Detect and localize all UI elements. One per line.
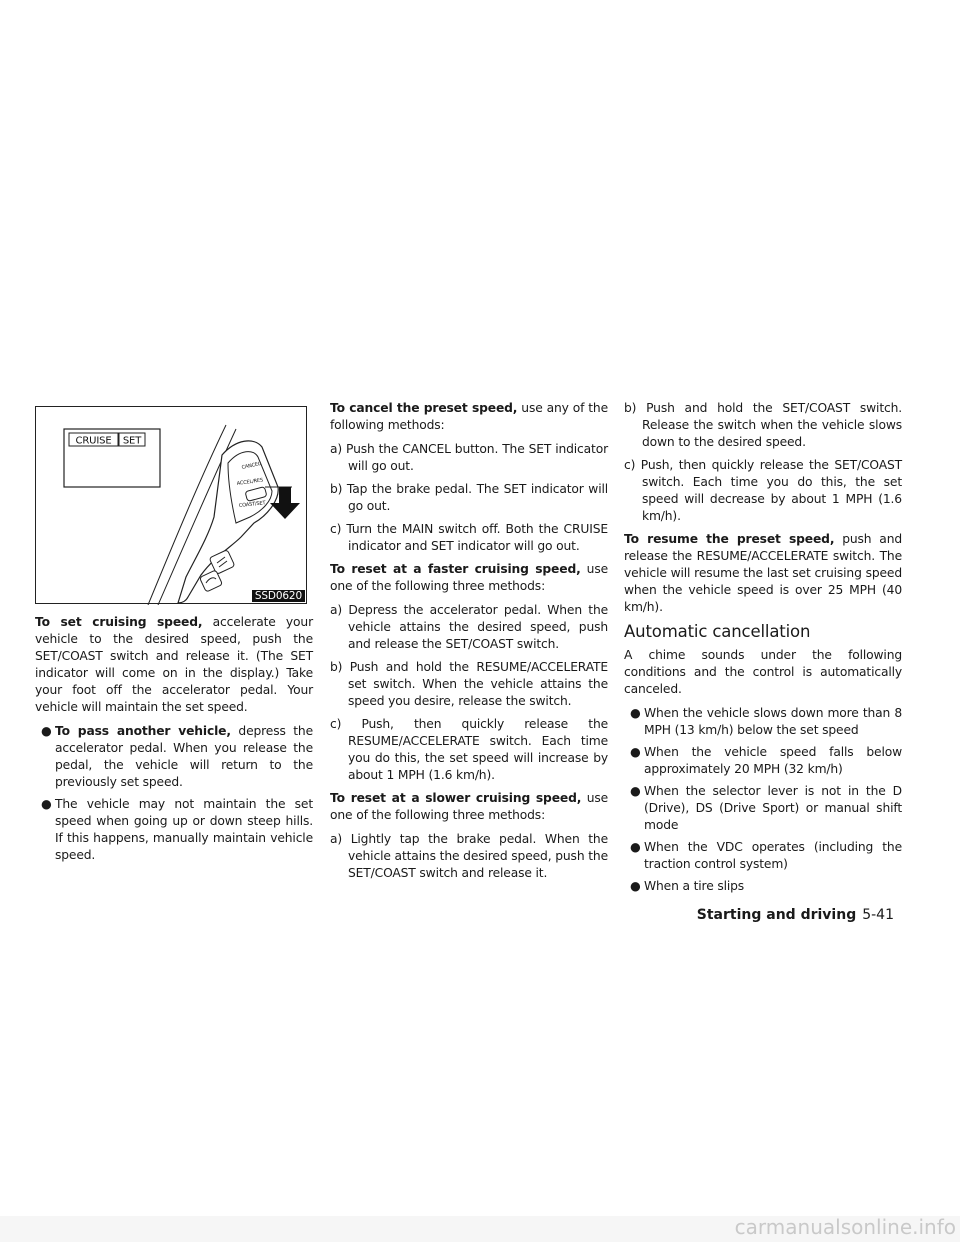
list-item-text: When the vehicle speed falls below approximately 20 MPH (32 km/h) [644, 745, 902, 776]
page-number: 5-41 [862, 907, 894, 923]
pass-vehicle-lead: To pass another vehicle, [55, 724, 231, 738]
column-3 [624, 400, 902, 900]
cruise-switch-figure [35, 406, 307, 604]
watermark-text: carmanualsonline.info [734, 1215, 956, 1239]
slower-paragraph [330, 790, 608, 824]
bullet-icon: ● [630, 745, 641, 759]
bullet-icon: ● [630, 706, 641, 720]
cancel-step-c: c) Turn the MAIN switch off. Both the CRUISE indicator and SET indicator will go out. [330, 522, 608, 553]
cancel-switch-label: CANCEL [241, 461, 262, 471]
list-item [35, 796, 313, 864]
cruise-indicator-label: CRUISE [75, 435, 112, 447]
faster-lead: To reset at a faster cruising speed, [330, 562, 581, 576]
resume-lead: To resume the preset speed, [624, 532, 835, 546]
faster-step-b: b) Push and hold the RESUME/ACCELERATE set switch. When the vehicle attains the speed you desire, release the switch. [330, 660, 608, 708]
list-item [624, 744, 902, 778]
pass-vehicle-text: depress the accelerator pedal. When you release the pedal, the vehicle will return to the previously set speed. [55, 724, 313, 789]
list-item [624, 839, 902, 873]
cancel-step-a: a) Push the CANCEL button. The SET indicator will go out. [330, 442, 608, 473]
list-item-text: When the VDC operates (including the traction control system) [644, 840, 902, 871]
steep-hills-text: The vehicle may not maintain the set speed when going up or down steep hills. If this happens, manually maintain vehicle speed. [55, 797, 313, 862]
section-title: Starting and driving [696, 907, 857, 923]
column-1 [35, 400, 313, 869]
list-item-text: When the selector lever is not in the D (Drive), DS (Drive Sport) or manual shift mode [644, 784, 902, 832]
page-footer [697, 907, 894, 923]
list-item-text: When the vehicle slows down more than 8 MPH (13 km/h) below the set speed [644, 706, 902, 737]
slower-lead: To reset at a slower cruising speed, [330, 791, 582, 805]
resume-text: push and release the RESUME/ACCELERATE switch. The vehicle will resume the last set cruising speed when the vehicle speed is over 25 MPH (40 km/h). [624, 532, 902, 614]
slower-step-b: b) Push and hold the SET/COAST switch. Release the switch when the vehicle slows down to the desired speed. [624, 401, 902, 449]
set-speed-text: accelerate your vehicle to the desired speed, push the SET/COAST switch and release it. (The SET indicator will come on in the display.) Take your foot off the accelerator pedal. Your vehicle will maintain the set speed. [35, 615, 313, 714]
figure-id: SSD0620 [252, 590, 305, 602]
bullet-icon: ● [41, 724, 52, 738]
bullet-icon: ● [630, 784, 641, 798]
cancel-text: use any of the following methods: [330, 401, 608, 432]
accel-res-switch-label: ACCEL/RES [236, 477, 264, 487]
list-item [624, 783, 902, 834]
slower-step-a: a) Lightly tap the brake pedal. When the vehicle attains the desired speed, push the SET/COAST switch and release it. [330, 832, 608, 880]
faster-step-c: c) Push, then quickly release the RESUME/ACCELERATE switch. Each time you do this, the set speed will increase by about 1 MPH (1.6 km/h). [330, 717, 608, 782]
cancel-lead: To cancel the preset speed, [330, 401, 518, 415]
watermark-bar [0, 1216, 960, 1242]
set-speed-paragraph [35, 614, 313, 716]
list-item-text: When a tire slips [644, 879, 745, 893]
resume-paragraph [624, 531, 902, 616]
set-indicator-label: SET [122, 435, 142, 447]
list-item [624, 878, 902, 895]
slower-step-c: c) Push, then quickly release the SET/COAST switch. Each time you do this, the set speed will decrease by about 1 MPH (1.6 km/h). [624, 458, 902, 523]
list-item [35, 723, 313, 791]
set-speed-lead: To set cruising speed, [35, 615, 203, 629]
bullet-icon: ● [630, 879, 641, 893]
auto-cancel-intro: A chime sounds under the following conditions and the control is automatically canceled. [624, 648, 902, 696]
bullet-icon: ● [41, 797, 52, 811]
steering-switch-illustration [36, 407, 308, 605]
faster-step-a: a) Depress the accelerator pedal. When the vehicle attains the desired speed, push and release the SET/COAST switch. [330, 603, 608, 651]
cancel-step-b: b) Tap the brake pedal. The SET indicator will go out. [330, 482, 608, 513]
list-item [624, 705, 902, 739]
faster-paragraph [330, 561, 608, 595]
cancel-paragraph [330, 400, 608, 434]
bullet-icon: ● [630, 840, 641, 854]
column-2 [330, 400, 608, 888]
faster-text: use one of the following three methods: [330, 562, 608, 593]
coast-set-switch-label: COAST/SET [238, 500, 266, 509]
section-heading: Automatic cancellation [624, 622, 811, 641]
slower-text: use one of the following three methods: [330, 791, 609, 822]
